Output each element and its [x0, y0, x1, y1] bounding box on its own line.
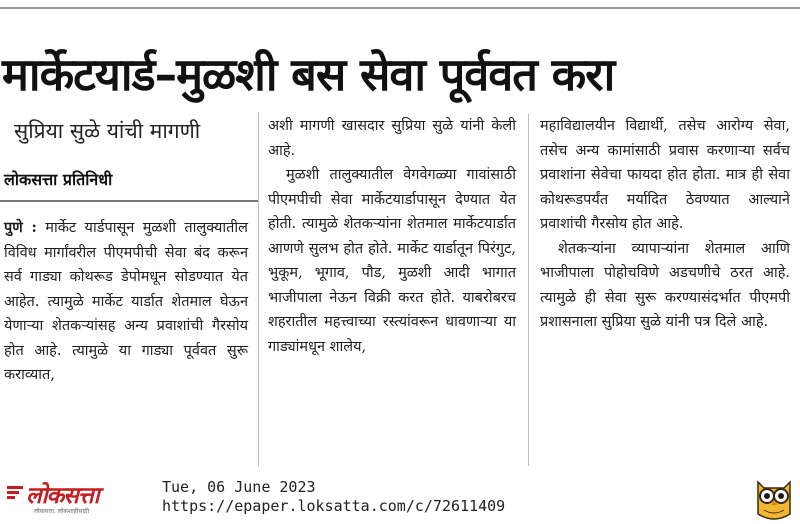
- article-column-3: [540, 114, 790, 335]
- column-divider-1: [258, 112, 259, 466]
- top-rule: [0, 0, 800, 9]
- logo-flame-icon: [6, 484, 24, 502]
- logo-text: लोकसत्ता: [26, 483, 99, 509]
- loksatta-logo[interactable]: [6, 478, 156, 520]
- column3-paragraph: शेतकऱ्यांना व्यापाऱ्यांना शेतमाल आणि भाजीपाला पोहोचविणे अडचणीचे ठरत आहे. त्यामुळे ही सेवा सुरू करण्यासंदर्भात पीएमपी प्रशासनाला सुप्रिया सुळे यांनी पत्र दिले आहे.: [540, 240, 790, 330]
- subheadline: सुप्रिया सुळे यांची मागणी: [14, 119, 201, 143]
- publish-date: Tue, 06 June 2023: [162, 478, 316, 496]
- column3-lead: महाविद्यालयीन विद्यार्थी, तसेच आरोग्य सेवा, तसेच अन्य कामांसाठी प्रवास करणाऱ्या सर्वच प्रवाशांना सेवेचा फायदा होत होता. मात्र ही सेवा कोथरूडपर्यंत मर्यादित ठेवण्यात आल्याने प्रवाशांची गैरसोय होत आहे.: [540, 118, 790, 232]
- epaper-link[interactable]: https://epaper.loksatta.com/c/72611409: [162, 497, 506, 515]
- column2-lead: अशी मागणी खासदार सुप्रिया सुळे यांनी केली आहे.: [268, 118, 516, 159]
- column2-paragraph: मुळशी तालुक्यातील वेगवेगळ्या गावांसाठी पीएमपीची सेवा मार्केटयार्डापासून देण्यात येत होती. त्यामुळे शेतकऱ्यांना शेतमाल मार्केटयार्डात आणणे सुलभ होत होते. मार्केट यार्डातून पिरंगुट, भुकूम, भूगाव, पौड, मुळशी आदी भागात भाजीपाला नेऊन विक्री करत होते. याबरोबरच शहरातील महत्त्वाच्या रस्त्यांवरून धावणाऱ्या या गाड्यांमधून शालेय,: [268, 167, 516, 355]
- byline: लोकसत्ता प्रतिनिधी: [4, 170, 113, 189]
- logo-tagline: लोकसत्ता, लोकशाहीसाठी: [34, 508, 90, 515]
- byline-divider: [0, 200, 258, 202]
- headline: मार्केटयार्ड–मुळशी बस सेवा पूर्ववत करा: [2, 48, 615, 101]
- dateline: पुणे :: [4, 219, 37, 236]
- column-divider-2: [528, 114, 529, 466]
- owl-mascot-icon: [752, 474, 796, 522]
- article-column-1: [4, 216, 248, 388]
- article-column-2: [268, 114, 516, 359]
- column1-text: मार्केट यार्डपासून मुळशी तालुक्यातील विविध मार्गांवरील पीएमपीची सेवा बंद करून सर्व गाड्या कोथरूड डेपोमधून सोडण्यात येत आहेत. त्यामुळे मार्केट यार्डात शेतमाल घेऊन येणाऱ्या शेतकऱ्यांसह अन्य प्रवाशांची गैरसोय होत आहे. त्यामुळे या गाड्या पूर्ववत सुरू कराव्यात,: [4, 220, 249, 383]
